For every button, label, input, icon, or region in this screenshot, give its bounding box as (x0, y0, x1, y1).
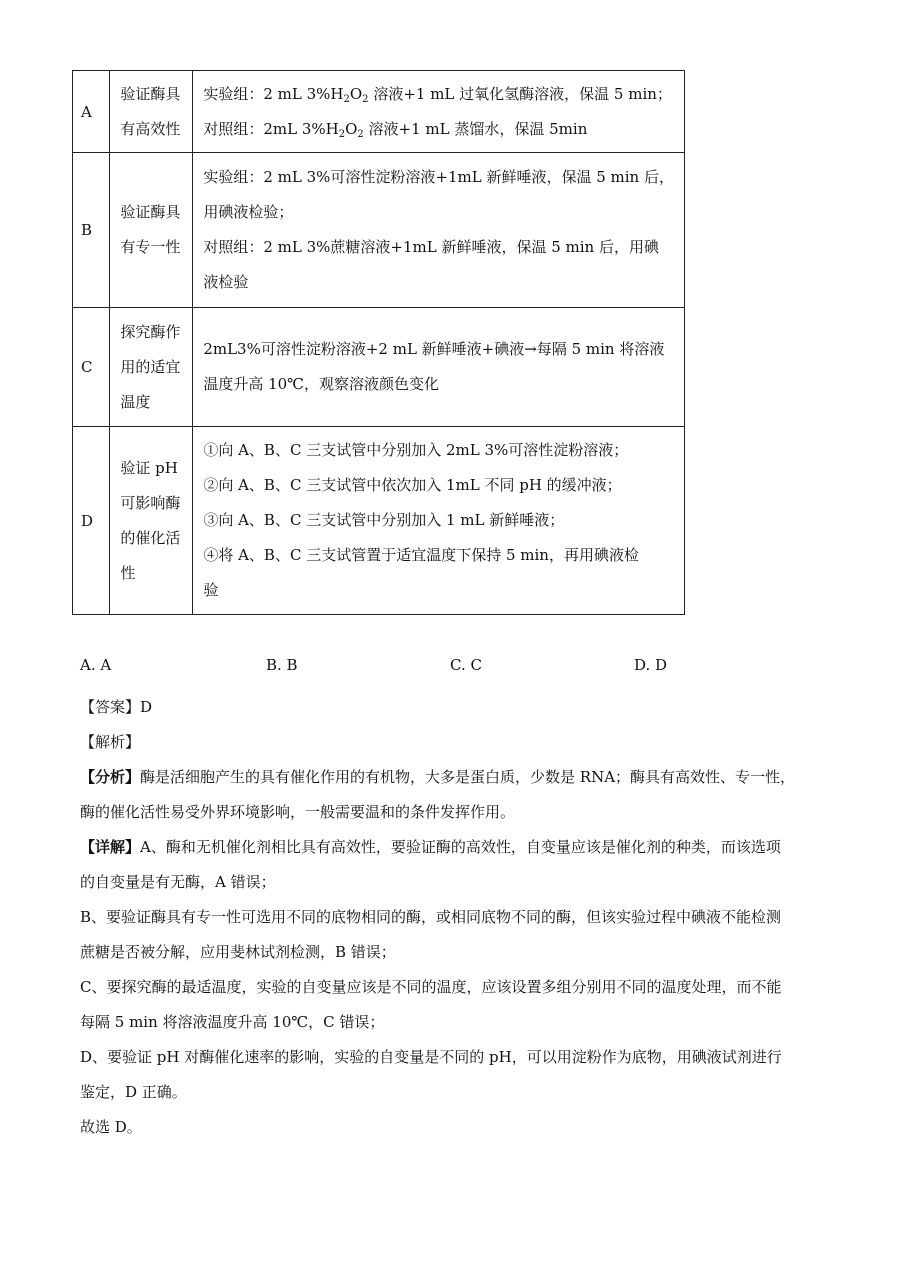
solution-section (80, 690, 825, 1145)
answer-line: 【答案】D (80, 698, 153, 716)
answer-choices (80, 656, 700, 680)
option-letter: A (73, 71, 110, 153)
detail-line: 每隔 5 min 将溶液温度升高 10℃，C 错误； (80, 1013, 385, 1031)
experiment-procedure: ①向 A、B、C 三支试管中分别加入 2mL 3%可溶性淀粉溶液； ②向 A、B、C 三支试管中依次加入 1mL 不同 pH 的缓冲液； ③向 A、B、C 三支试管中分别加入 1 mL 新鲜唾液； ④将 A、B、C 三支试管置于适宜温度下保持 5 min，再用碘液检 验 (193, 427, 685, 615)
choice-d[interactable]: D. D (634, 656, 668, 674)
detail-line: 鉴定，D 正确。 (80, 1083, 187, 1101)
choice-b[interactable]: B. B (266, 656, 298, 674)
option-letter: B (73, 153, 110, 308)
detail-line: B、要验证酶具有专一性可选用不同的底物相同的酶，或相同底物不同的酶，但该实验过程中碘液不能检测 (80, 908, 782, 926)
option-letter: C (73, 308, 110, 427)
detail-line: 蔗糖是否被分解，应用斐林试剂检测，B 错误； (80, 943, 396, 961)
experiment-procedure: 实验组：2 mL $3\%H_2O_2$ 溶液+1 mL 过氧化氢酶溶液，保温 5 min； 对照组：2mL $3\%H_2O_2$ 溶液+1 mL 蒸馏水，保温 5min (193, 71, 685, 153)
table-row (73, 153, 685, 308)
detail-paragraph: 【详解】A、酶和无机催化剂相比具有高效性，要验证酶的高效性，自变量应该是催化剂的种类，而该选项 (80, 838, 781, 856)
experiment-aim: 验证酶具 有高效性 (110, 71, 193, 153)
conclusion-line: 故选 D。 (80, 1118, 142, 1136)
analysis-header: 【解析】 (80, 733, 141, 751)
analysis-paragraph: 【分析】酶是活细胞产生的具有催化作用的有机物，大多是蛋白质，少数是 RNA；酶具有高效性、专一性， (80, 768, 796, 786)
experiment-aim: 探究酶作 用的适宜 温度 (110, 308, 193, 427)
detail-line: D、要验证 pH 对酶催化速率的影响，实验的自变量是不同的 pH，可以用淀粉作为底物，用碘液试剂进行 (80, 1048, 782, 1066)
choice-a[interactable]: A. A (80, 656, 112, 674)
table-row (73, 427, 685, 615)
experiment-procedure: 2mL3%可溶性淀粉溶液+2 mL 新鲜唾液+碘液→每隔 5 min 将溶液 温度升高 10℃，观察溶液颜色变化 (193, 308, 685, 427)
detail-line: 的自变量是有无酶，A 错误； (80, 873, 276, 891)
experiment-table (72, 70, 685, 615)
analysis-paragraph-cont: 酶的催化活性易受外界环境影响，一般需要温和的条件发挥作用。 (80, 803, 516, 821)
table-row (73, 308, 685, 427)
experiment-aim: 验证 pH 可影响酶 的催化活 性 (110, 427, 193, 615)
option-letter: D (73, 427, 110, 615)
detail-line: C、要探究酶的最适温度，实验的自变量应该是不同的温度，应该设置多组分别用不同的温度处理，而不能 (80, 978, 782, 996)
table-row (73, 71, 685, 153)
choice-c[interactable]: C. C (450, 656, 482, 674)
experiment-aim: 验证酶具 有专一性 (110, 153, 193, 308)
experiment-procedure: 实验组：2 mL 3%可溶性淀粉溶液+1mL 新鲜唾液，保温 5 min 后， 用碘液检验； 对照组：2 mL 3%蔗糖溶液+1mL 新鲜唾液，保温 5 min 后，用碘 液检验 (193, 153, 685, 308)
